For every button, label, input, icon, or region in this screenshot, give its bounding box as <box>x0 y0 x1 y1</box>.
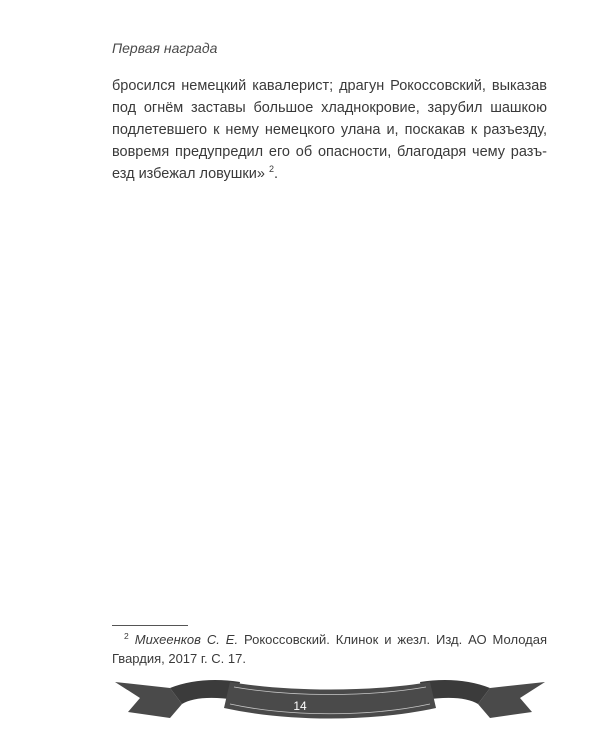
running-header: Первая награда <box>112 40 218 56</box>
ribbon-banner-icon <box>110 668 550 728</box>
footnote-number: 2 <box>124 630 129 641</box>
page-number: 14 <box>293 699 307 713</box>
body-line: подлетевшего к нему немецкого улана и, поскакав к разъезду, <box>112 122 547 138</box>
body-paragraph <box>112 75 547 185</box>
body-line: под огнём заставы большое хладнокровие, зарубил шашкою <box>112 100 547 116</box>
footnote <box>112 630 547 668</box>
footnote-reference: 2 <box>268 164 274 175</box>
body-line-text: езд избежал ловушки» <box>112 166 265 182</box>
footnote-line: Гвардия, 2017 г. С. 17. <box>112 651 246 666</box>
body-last-line: езд избежал ловушки» $^2$. <box>112 164 278 182</box>
footnote-separator <box>112 625 188 626</box>
footnote-line <box>112 630 547 649</box>
body-line: бросился немецкий кавалерист; драгун Рокоссовский, выказав <box>112 78 547 94</box>
body-line: вовремя предупредил его об опасности, благодаря чему разъ- <box>112 144 547 160</box>
footnote-citation: Рокоссовский. Клинок и жезл. Изд. АО Молодая <box>244 632 548 647</box>
footnote-author: Михеенков С. Е. <box>134 632 239 647</box>
